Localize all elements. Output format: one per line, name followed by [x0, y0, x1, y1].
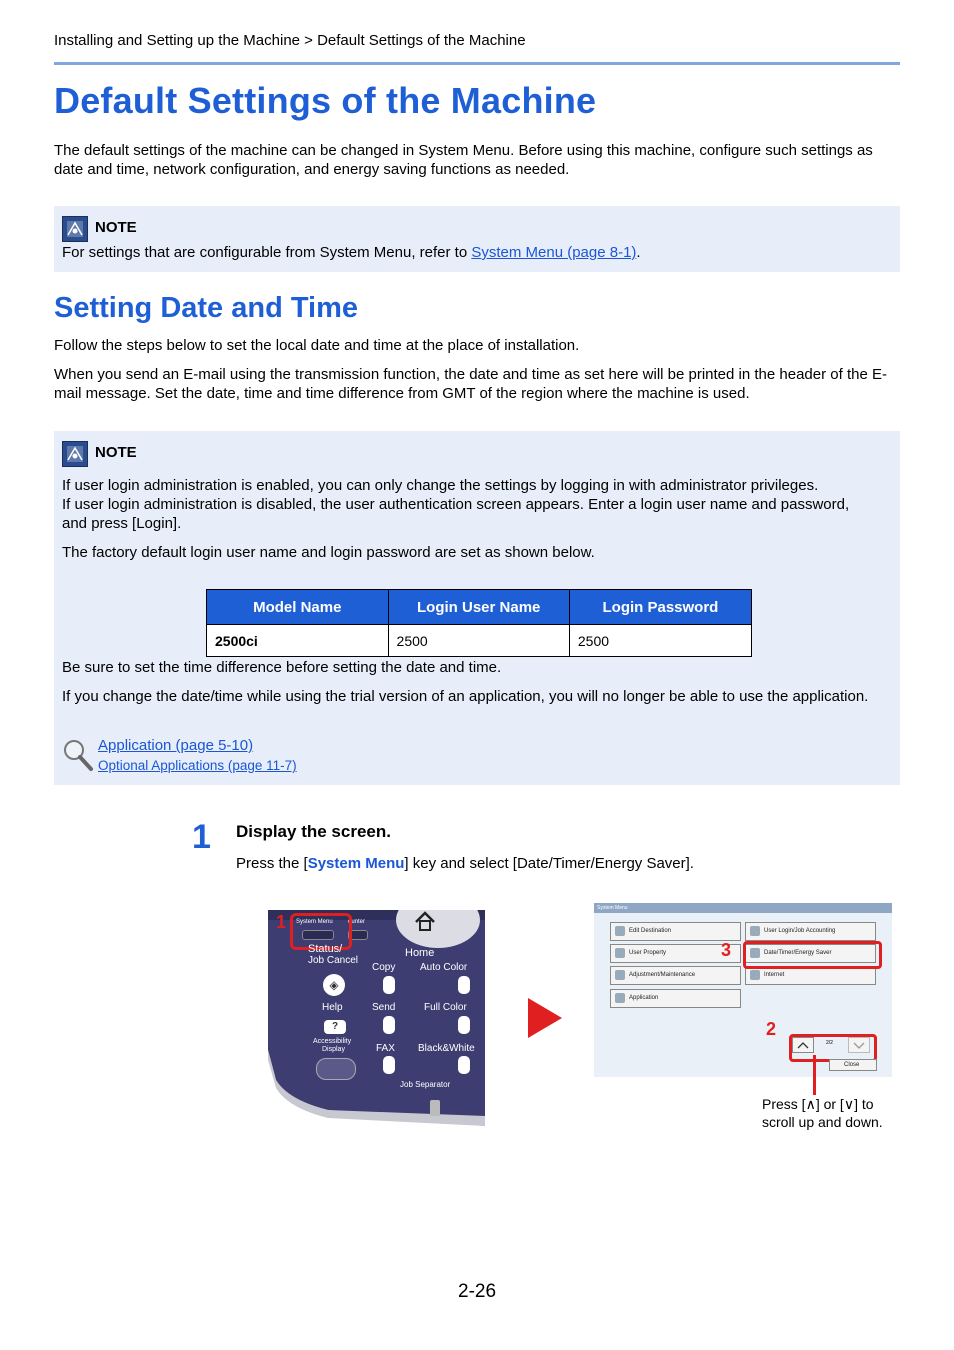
magnifier-icon [62, 738, 94, 772]
auto-color-label: Auto Color [420, 962, 468, 973]
arrow-right-icon [528, 998, 562, 1038]
date-timer-highlight [743, 941, 882, 969]
optional-applications-link[interactable]: Optional Applications (page 11-7) [98, 758, 297, 773]
wrench-icon [615, 970, 625, 980]
accessibility-label: Accessibility [313, 1038, 352, 1045]
note-line-4: Be sure to set the time difference before setting the date and time. [62, 659, 502, 676]
internet-label: Internet [764, 972, 785, 978]
user-property-label: User Property [629, 950, 667, 956]
scroll-buttons-highlight [789, 1034, 877, 1062]
step-number: 1 [192, 818, 211, 856]
note-line-1: If user login administration is enabled, you can only change the settings by logging in with administrator privileges. [62, 477, 819, 494]
callout-3: 3 [721, 940, 732, 960]
application-icon [615, 993, 625, 1003]
table-header-cell: Login User Name [388, 590, 569, 625]
copy-button[interactable] [383, 976, 395, 994]
system-menu-key-label: System Menu [296, 919, 333, 925]
callout-2: 2 [766, 1019, 777, 1039]
edit-destination-button[interactable] [610, 922, 741, 941]
user-login-job-accounting-button[interactable] [745, 922, 876, 941]
note-label: NOTE [95, 444, 137, 461]
page-title: Default Settings of the Machine [54, 80, 597, 121]
system-menu-link[interactable]: System Menu (page 8-1) [471, 244, 637, 261]
job-cancel-label: Job Cancel [308, 955, 359, 966]
login-icon [750, 926, 760, 936]
application-button[interactable] [610, 989, 741, 1008]
job-separator-label: Job Separator [400, 1080, 451, 1089]
note-box-login [54, 431, 900, 785]
note-box-system-menu [54, 206, 900, 272]
send-label: Send [372, 1002, 396, 1013]
status-label: Status/ [308, 943, 343, 955]
table-cell-user: 2500 [388, 625, 569, 657]
table-header-cell: Model Name [207, 590, 389, 625]
date-timer-label: Date/Timer/Energy Saver [764, 950, 832, 956]
accessibility-display-button[interactable] [316, 1058, 356, 1080]
home-icon [413, 910, 437, 932]
table-cell-model: 2500ci [207, 625, 389, 657]
help-label: Help [322, 1002, 343, 1013]
login-defaults-table [206, 589, 752, 657]
note-text [62, 243, 892, 262]
note-line-3: The factory default login user name and login password are set as shown below. [62, 544, 595, 561]
close-label: Close [844, 1062, 860, 1068]
step-title: Display the screen. [236, 822, 391, 841]
adjustment-maintenance-button[interactable] [610, 966, 741, 985]
application-label: Application [629, 995, 659, 1001]
note-text-after: . [636, 244, 641, 261]
control-panel-illustration [268, 910, 485, 1126]
fax-button[interactable] [383, 1056, 395, 1074]
address-book-icon [615, 926, 625, 936]
section-paragraph-2: When you send an E-mail using the transmission function, the date and time as set here will be printed in the header of the E-mail message. Set the date, time and time difference from GMT of the region where the machine is used. [54, 366, 887, 402]
status-button[interactable]: ◈ [323, 974, 345, 996]
header-rule [54, 62, 900, 65]
note-text-before: For settings that are configurable from System Menu, refer to [62, 244, 472, 261]
send-button[interactable] [383, 1016, 395, 1034]
note-line-5: If you change the date/time while using the trial version of an application, you will no longer be able to use the application. [62, 688, 869, 705]
help-button[interactable]: ? [324, 1020, 346, 1034]
screen-header: System Menu [594, 903, 892, 913]
globe-icon [750, 970, 760, 980]
system-menu-key: System Menu [307, 855, 405, 872]
user-icon [615, 948, 625, 958]
close-button[interactable] [829, 1059, 877, 1071]
home-label: Home [405, 947, 435, 959]
intro-paragraph: The default settings of the machine can be changed in System Menu. Before using this machine, configure such settings as date and time, network configuration, and energy saving functions as needed. [54, 142, 873, 178]
edit-destination-label: Edit Destination [629, 928, 672, 934]
scroll-note-line-2: scroll up and down. [762, 1114, 883, 1130]
step-text-after: ] key and select [Date/Timer/Energy Saver]. [404, 855, 694, 872]
callout-line [813, 1055, 816, 1095]
auto-color-button[interactable] [458, 976, 470, 994]
section-title: Setting Date and Time [54, 292, 359, 324]
step-instruction [236, 854, 876, 873]
note-line-2: If user login administration is disabled, the user authentication screen appears. Enter a login user name and password, and press [Login]. [62, 496, 850, 532]
copy-label: Copy [372, 962, 396, 973]
black-white-label: Black&White [418, 1043, 475, 1054]
note-icon [62, 441, 88, 467]
step-text-before: Press the [ [236, 855, 308, 872]
scroll-note-line-1: Press [∧] or [∨] to [762, 1096, 874, 1112]
note-icon [62, 216, 88, 242]
system-menu-screen [594, 903, 892, 1077]
fax-label: FAX [376, 1043, 395, 1054]
black-white-button[interactable] [458, 1056, 470, 1074]
note-label: NOTE [95, 219, 137, 236]
display-label: Display [322, 1046, 345, 1053]
full-color-button[interactable] [458, 1016, 470, 1034]
counter-key-label: ounter [348, 919, 366, 925]
callout-1: 1 [276, 912, 287, 932]
table-header-cell: Login Password [569, 590, 751, 625]
table-cell-password: 2500 [569, 625, 751, 657]
adjustment-maintenance-label: Adjustment/Maintenance [629, 972, 696, 978]
page-indicator: 2/2 [826, 1040, 833, 1046]
table-row [207, 625, 752, 657]
page-number: 2-26 [458, 1281, 497, 1302]
user-login-label: User Login/Job Accounting [764, 928, 836, 934]
section-paragraph-1: Follow the steps below to set the local date and time at the place of installation. [54, 337, 580, 354]
application-link[interactable]: Application (page 5-10) [98, 737, 254, 754]
full-color-label: Full Color [424, 1002, 467, 1013]
table-header-row [207, 590, 752, 625]
breadcrumb: Installing and Setting up the Machine > Default Settings of the Machine [54, 32, 526, 49]
